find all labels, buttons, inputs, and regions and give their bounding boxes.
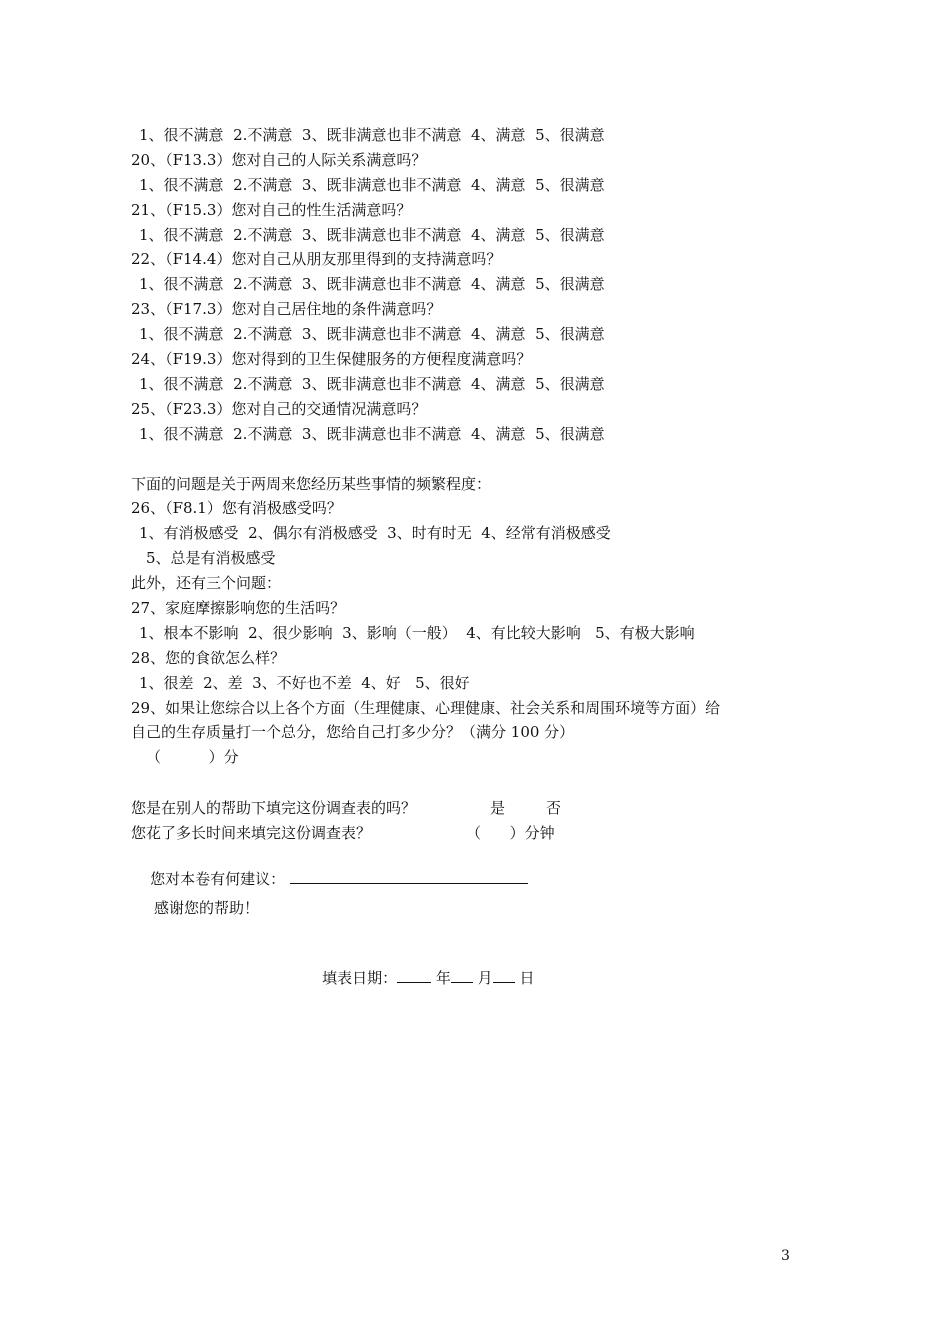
- section-extra-intro: 此外，还有三个问题：: [131, 574, 282, 592]
- q22-question: 22、（F14.4）您对自己从朋友那里得到的支持满意吗？: [131, 250, 502, 268]
- q21-question: 21、（F15.3）您对自己的性生活满意吗？: [131, 201, 412, 219]
- day-blank[interactable]: [493, 967, 515, 983]
- time-question: 您花了多长时间来填完这份调查表？: [131, 824, 372, 842]
- month-blank[interactable]: [451, 967, 473, 983]
- suggestion-row: [131, 848, 528, 888]
- q28-options: 1、很差 2、差 3、不好也不差 4、好 5、很好: [139, 674, 470, 692]
- q24-question: 24、（F19.3）您对得到的卫生保健服务的方便程度满意吗？: [131, 350, 532, 368]
- time-minutes-blank[interactable]: （ ）分钟: [466, 824, 555, 842]
- section-frequency-intro: 下面的问题是关于两周来您经历某些事情的频繁程度：: [131, 475, 492, 493]
- q28-question: 28、您的食欲怎么样？: [131, 649, 286, 667]
- thanks-note: 感谢您的帮助！: [154, 899, 260, 917]
- q24-options: 1、很不满意 2.不满意 3、既非满意也非不满意 4、满意 5、很满意: [139, 375, 605, 393]
- q23-options: 1、很不满意 2.不满意 3、既非满意也非不满意 4、满意 5、很满意: [139, 325, 605, 343]
- q26-options-line2: 5、总是有消极感受: [146, 549, 276, 567]
- page-number: 3: [781, 1248, 790, 1264]
- month-unit: 月: [477, 969, 493, 987]
- help-no-option[interactable]: 否: [546, 799, 562, 817]
- q21-options: 1、很不满意 2.不满意 3、既非满意也非不满意 4、满意 5、很满意: [139, 226, 605, 244]
- help-yes-option[interactable]: 是: [490, 799, 506, 817]
- q20-options: 1、很不满意 2.不满意 3、既非满意也非不满意 4、满意 5、很满意: [139, 176, 605, 194]
- q29-question-line2: 自己的生存质量打一个总分，您给自己打多少分？（满分 100 分）: [131, 723, 575, 741]
- q26-question: 26、（F8.1）您有消极感受吗？: [131, 499, 342, 517]
- year-blank[interactable]: [397, 967, 431, 983]
- date-label: 填表日期：: [322, 969, 398, 987]
- q27-options: 1、根本不影响 2、很少影响 3、影响（一般） 4、有比较大影响 5、有极大影响: [139, 624, 695, 642]
- q29-question-line1: 29、如果让您综合以上各个方面（生理健康、心理健康、社会关系和周围环境等方面）给: [131, 699, 721, 717]
- q25-options: 1、很不满意 2.不满意 3、既非满意也非不满意 4、满意 5、很满意: [139, 425, 605, 443]
- q26-options-line1: 1、有消极感受 2、偶尔有消极感受 3、时有时无 4、经常有消极感受: [139, 524, 611, 542]
- suggestion-input-line[interactable]: [290, 868, 528, 884]
- day-unit: 日: [519, 969, 535, 987]
- help-question: 您是在别人的帮助下填完这份调查表的吗？: [131, 799, 417, 817]
- q19-options: 1、很不满意 2.不满意 3、既非满意也非不满意 4、满意 5、很满意: [139, 126, 605, 144]
- q20-question: 20、（F13.3）您对自己的人际关系满意吗？: [131, 151, 427, 169]
- q27-question: 27、家庭摩擦影响您的生活吗？: [131, 599, 346, 617]
- q23-question: 23、（F17.3）您对自己居住地的条件满意吗？: [131, 300, 442, 318]
- date-row: [303, 947, 535, 987]
- year-unit: 年: [435, 969, 451, 987]
- q29-score-blank[interactable]: （ ）分: [146, 748, 239, 766]
- suggestion-label: 您对本卷有何建议：: [150, 870, 286, 888]
- q25-question: 25、（F23.3）您对自己的交通情况满意吗？: [131, 400, 427, 418]
- q22-options: 1、很不满意 2.不满意 3、既非满意也非不满意 4、满意 5、很满意: [139, 275, 605, 293]
